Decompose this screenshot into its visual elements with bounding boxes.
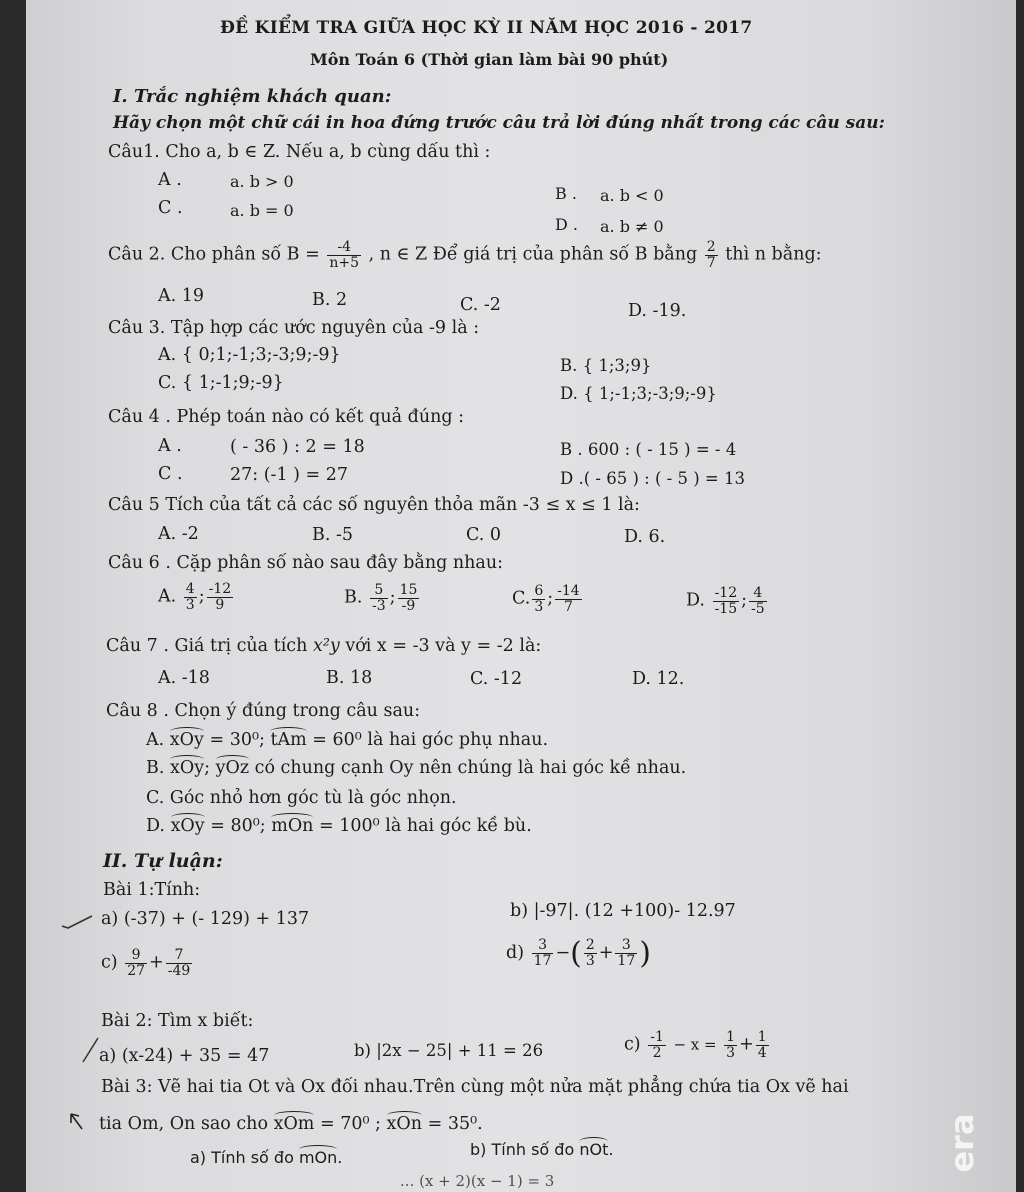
q2-option-b: B. 2 [312,290,348,310]
q6-a-frac2 [207,582,234,612]
q1-option-c: a. b = 0 [230,201,294,220]
q8-a-label: A. [146,730,165,750]
q4-stem: Câu 4 . Phép toán nào có kết quả đúng : [108,407,465,427]
q6-d-label: D. [686,590,705,611]
q8-b-angle1: xOy [170,758,205,778]
q8-d-mid: = 80⁰; [210,816,266,836]
q1-option-b-label: B . [555,184,577,203]
bai3-mid: = 70⁰ ; [319,1114,381,1134]
q6-d-frac1 [713,586,740,616]
bai2-b: b) |2x − 25| + 11 = 26 [354,1041,544,1060]
bai3-line2-pre: tia Om, On sao cho [99,1114,268,1134]
bai3-b-post: . [608,1140,614,1159]
q8-option-a [146,730,548,750]
bai1-d-frac1 [532,938,554,968]
bai1-d1-num: 3 [532,938,554,954]
q6-d2-num: 4 [749,586,767,602]
q6-option-b [344,583,421,613]
bai3-b-angle: nOt [579,1140,609,1159]
q6-option-d [686,586,769,616]
part1-heading: I. Trắc nghiệm khách quan: [113,86,392,107]
q8-a-angle1: xOy [169,730,204,750]
bai1-c1-den: 27 [127,962,146,979]
q7-stem-post: với x = -3 và y = -2 là: [345,636,542,656]
q6-option-c [512,584,584,614]
bai1-a: a) (-37) + (- 129) + 137 [101,909,310,929]
q2-option-a: A. 19 [158,286,205,306]
q1-option-c-label: C . [158,198,183,218]
q2-frac-num: -4 [327,240,361,256]
bai1-c-frac1 [125,948,147,978]
q5-option-b: B. -5 [312,525,354,545]
q6-c1-den: 3 [534,598,544,615]
bai1-c-label: c) [101,952,118,973]
q6-a-label: A. [158,586,177,607]
exam-title: ĐỀ KIỂM TRA GIỮA HỌC KỲ II NĂM HỌC 2016 - 2017 [220,18,753,38]
q2-option-d: D. -19. [628,301,687,321]
bai2-c-frac1 [648,1030,666,1060]
bai1-d3-den: 17 [617,953,636,969]
q6-c-frac1 [532,584,545,614]
bai1-d-op1: − [555,943,571,963]
q8-b-angle2: yOz [215,758,250,778]
q1-option-b: a. b < 0 [600,186,664,205]
bai3-a-pre: a) Tính số đo [190,1148,294,1167]
q6-d2-den: -5 [751,600,765,617]
bai2-a: a) (x-24) + 35 = 47 [99,1046,270,1066]
q4-option-b: B . 600 : ( - 15 ) = - 4 [560,440,737,459]
q7-option-b: B. 18 [326,668,373,688]
q6-d1-num: -12 [714,585,738,601]
bai3-angle-xon: xOn [386,1114,423,1134]
q4-option-c: 27: (-1 ) = 27 [230,465,349,485]
q5-option-d: D. 6. [624,527,666,547]
q2-val-den: 7 [706,254,716,271]
part2-heading: II. Tự luận: [103,850,223,872]
q2-stem-post: thì n bằng: [725,244,822,265]
q6-d1-den: -15 [714,600,738,617]
q6-b2-den: -9 [401,597,416,614]
q6-option-a [158,582,235,612]
q8-option-c: C. Góc nhỏ hơn góc tù là góc nhọn. [146,788,457,808]
bai2-c [624,1030,771,1060]
bai3-cut-line: ... (x + 2)(x − 1) = 3 [400,1172,555,1190]
bai2-c3-den: 4 [757,1044,767,1061]
bai2-c2-den: 3 [726,1044,736,1061]
bai1-d [506,936,651,971]
q6-a1-den: 3 [185,596,195,613]
q2-stem-mid: , n ∈ Z Để giá trị của phân số B bằng [368,244,698,265]
bai3-a-angle: mOn [298,1148,338,1167]
bai1-d1-den: 17 [533,953,552,969]
bai2-c-frac3 [756,1030,769,1060]
q6-b-frac2 [398,583,420,613]
q6-b-frac1 [370,583,388,613]
q4-option-c-label: C . [158,464,183,484]
q2-val-num: 2 [706,239,716,255]
bai2-c1-num: -1 [650,1029,664,1045]
q6-c2-den: 7 [563,598,573,615]
q8-a-angle2: tAm [270,730,307,750]
bai1-c-op: + [149,952,164,973]
bai1-d-op2: + [598,943,614,963]
q8-a-post: = 60⁰ là hai góc phụ nhau. [312,730,549,750]
q5-option-c: C. 0 [466,525,502,545]
q8-option-b [146,758,686,778]
q6-b2-num: 15 [399,582,418,598]
q8-stem: Câu 8 . Chọn ý đúng trong câu sau: [106,701,421,721]
q8-a-mid: = 30⁰; [209,730,265,750]
q4-option-d: D .( - 65 ) : ( - 5 ) = 13 [560,469,745,488]
bai1-c-frac2 [166,948,193,978]
q5-option-a: A. -2 [158,524,199,544]
bai2-c-frac2 [724,1030,737,1060]
bai1-d2-num: 2 [585,937,595,954]
q3-option-c: C. { 1;-1;9;-9} [158,373,284,393]
watermark-text: era [943,1113,981,1173]
bai3-line1: Bài 3: Vẽ hai tia Ot và Ox đối nhau.Trên cùng một nửa mặt phẳng chứa tia Ox vẽ hai [101,1077,849,1097]
q6-c-sep: ; [547,588,554,609]
q6-b1-num: 5 [370,583,388,599]
q8-b-sep: ; [204,758,211,778]
bai3-a [190,1148,342,1167]
bai2-c-op: + [739,1034,754,1055]
q1-option-a: a. b > 0 [230,172,294,191]
q1-stem: Câu1. Cho a, b ∈ Z. Nếu a, b cùng dấu thì : [108,142,491,162]
q6-d-sep: ; [741,590,748,611]
q2-fraction-value [705,240,718,270]
q2-option-c: C. -2 [460,295,501,315]
bai2-c-label: c) [624,1034,641,1055]
q3-option-a: A. { 0;1;-1;3;-3;9;-9} [158,345,341,365]
bai1-d-lparen: ( [570,936,582,971]
bai1-d-frac2 [584,938,597,968]
check-mark-icon [60,914,94,936]
q7-option-c: C. -12 [470,669,523,689]
q2-stem [108,240,822,270]
q8-option-d [146,816,532,836]
bai1-d3-num: 3 [615,938,637,954]
q6-stem: Câu 6 . Cặp phân số nào sau đây bằng nhau: [108,553,504,573]
q2-frac-den: n+5 [329,254,359,271]
q6-c-label: C. [512,588,531,609]
q6-a-sep: ; [198,586,205,607]
q5-stem: Câu 5 Tích của tất cả các số nguyên thỏa mãn -3 ≤ x ≤ 1 là: [108,495,640,515]
q2-fraction-b [327,240,361,270]
q8-b-label: B. [146,758,165,778]
bai1-c2-den: -49 [167,962,191,979]
bai1-d-frac3 [615,938,637,968]
bai3-b-pre: b) Tính số đo [470,1140,575,1159]
q7-stem-pre: Câu 7 . Giá trị của tích [106,636,308,656]
q3-stem: Câu 3. Tập hợp các ước nguyên của -9 là : [108,318,480,338]
q6-a1-num: 4 [185,581,195,597]
q7-option-a: A. -18 [158,668,210,688]
q6-b1-den: -3 [372,597,386,614]
bai1-d-rparen: ) [639,936,651,971]
bai3-b [470,1140,613,1159]
bai1-c2-num: 7 [166,948,193,964]
q4-option-a-label: A . [158,436,182,456]
q8-d-post: = 100⁰ là hai góc kề bù. [319,816,532,836]
q1-option-d-label: D . [555,215,578,234]
q6-a2-den: 9 [215,596,225,613]
exam-subtitle: Môn Toán 6 (Thời gian làm bài 90 phút) [310,50,669,69]
bai2-c3-num: 1 [757,1029,767,1045]
q6-a-frac1 [184,582,197,612]
arrow-mark-icon [68,1112,86,1132]
q2-stem-pre: Câu 2. Cho phân số B = [108,244,320,265]
q1-option-d: a. b ≠ 0 [600,217,664,236]
q6-d-frac2 [749,586,767,616]
q8-d-angle2: mOn [271,816,314,836]
q1-option-a-label: A . [158,170,182,190]
pen-stroke-icon [80,1036,100,1066]
bai3-post: = 35⁰. [427,1114,483,1134]
q7-expression: x²y [312,636,340,656]
q4-option-a: ( - 36 ) : 2 = 18 [230,437,365,457]
bai1-d2-den: 3 [585,953,595,969]
q6-b-sep: ; [389,587,396,608]
bai1-c1-num: 9 [125,948,147,964]
bai1-title: Bài 1:Tính: [103,880,201,900]
q8-d-label: D. [146,816,165,836]
part1-instruction: Hãy chọn một chữ cái in hoa đứng trước câu trả lời đúng nhất trong các câu sau: [113,113,885,133]
bai3-line2 [99,1114,483,1134]
q7-stem [106,636,541,656]
bai2-c1-den: 2 [652,1044,662,1061]
q3-option-d: D. { 1;-1;3;-3;9;-9} [560,384,717,403]
bai1-c [101,948,194,978]
q6-c2-num: -14 [557,583,580,599]
bai3-angle-xom: xOm [273,1114,315,1134]
q8-d-angle1: xOy [170,816,205,836]
q7-option-d: D. 12. [632,669,685,689]
q6-c-frac2 [555,584,582,614]
bai2-title: Bài 2: Tìm x biết: [101,1011,254,1031]
q6-b-label: B. [344,587,363,608]
bai1-d-label: d) [506,943,525,963]
q3-option-b: B. { 1;3;9} [560,356,652,375]
bai3-a-post: . [337,1148,343,1167]
q8-b-post: có chung cạnh Oy nên chúng là hai góc kề nhau. [254,758,687,778]
bai1-b: b) |-97|. (12 +100)- 12.97 [510,901,736,921]
bai2-c-mid: − x = [673,1035,717,1054]
q6-a2-num: -12 [208,581,232,597]
q6-c1-num: 6 [534,583,544,599]
bai2-c2-num: 1 [726,1029,736,1045]
